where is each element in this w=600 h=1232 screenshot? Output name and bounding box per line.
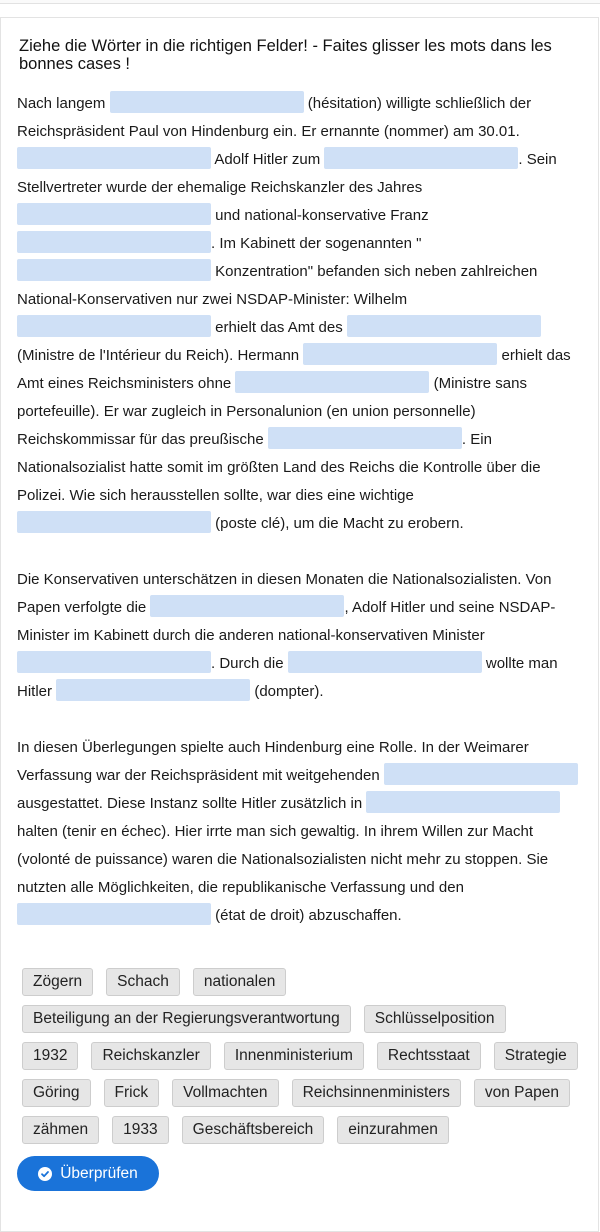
word-chip[interactable]: Vollmachten [172,1079,278,1107]
text-segment: Nach langem [17,95,110,112]
drop-zone[interactable] [56,679,250,701]
text-segment: (poste clé), um die Macht zu erobern. [211,515,464,532]
paragraph-2 [17,566,585,706]
drop-zone[interactable] [288,651,482,673]
text-segment: , Adolf Hitler und seine NSDAP-Minister im Kabinett durch die anderen national-konservativen Minister [17,599,556,644]
exercise-title: Ziehe die Wörter in die richtigen Felder! - Faites glisser les mots dans les bonnes cases ! [19,37,552,73]
text-segment: . Sein Stellvertreter wurde der ehemalige Reichskanzler des Jahres [17,151,557,196]
drop-zone[interactable] [235,371,429,393]
drop-zone[interactable] [366,791,560,813]
word-chip[interactable]: einzurahmen [337,1116,449,1144]
word-chip[interactable]: von Papen [474,1079,570,1107]
check-button[interactable] [17,1156,159,1191]
drop-zone[interactable] [347,315,541,337]
drop-zone[interactable] [17,203,211,225]
drop-zone[interactable] [150,595,344,617]
browser-top-edge [0,0,600,4]
drop-zone[interactable] [17,511,211,533]
text-segment: Konzentration" befanden sich neben zahlreichen National-Konservativen nur zwei NSDAP-Minister: Wilhelm [17,263,538,308]
word-chip[interactable]: Reichsinnenministers [292,1079,461,1107]
text-segment: . Durch die [211,655,288,672]
drop-zone[interactable] [17,231,211,253]
word-chip[interactable]: Rechtsstaat [377,1042,481,1070]
text-segment: halten (tenir en échec). Hier irrte man sich gewaltig. In ihrem Willen zur Macht (volonté de puissance) waren die Nationalsozialisten nicht mehr zu stoppen. Sie nutzten alle Möglichkeiten, die republikanische Verfassung und den [17,823,549,896]
word-chip[interactable]: Frick [104,1079,160,1107]
word-chip[interactable]: 1932 [22,1042,78,1070]
word-chip[interactable]: nationalen [193,968,287,996]
word-chip[interactable]: zähmen [22,1116,99,1144]
check-button-label: Überprüfen [60,1164,138,1182]
drop-zone[interactable] [303,343,497,365]
check-circle-icon [38,1167,52,1181]
text-segment: In diesen Überlegungen spielte auch Hindenburg eine Rolle. In der Weimarer Verfassung war der Reichspräsident mit weitgehenden [17,739,529,784]
word-chip[interactable]: Zögern [22,968,93,996]
word-chip[interactable]: Schach [106,968,180,996]
word-chip[interactable]: Strategie [494,1042,578,1070]
text-segment: wollte man Hitler [17,655,558,700]
drop-zone[interactable] [17,903,211,925]
drop-zone[interactable] [17,315,211,337]
text-segment: erhielt das Amt des [211,319,347,336]
text-segment: (hésitation) willigte schließlich der Reichspräsident Paul von Hindenburg ein. Er ernannte (nommer) am 30.01. [17,95,532,140]
drop-zone[interactable] [384,763,578,785]
drop-zone[interactable] [17,259,211,281]
text-segment: Adolf Hitler zum [211,151,325,168]
word-chip[interactable]: Schlüsselposition [364,1005,506,1033]
paragraph-3 [17,734,585,930]
text-segment: (Ministre de l'Intérieur du Reich). Hermann [17,347,304,364]
drop-zone[interactable] [324,147,518,169]
word-chip[interactable]: 1933 [112,1116,168,1144]
word-bank [17,968,587,1153]
word-chip[interactable]: Innenministerium [224,1042,364,1070]
drop-zone[interactable] [17,651,211,673]
paragraph-1 [17,90,585,538]
drop-zone[interactable] [110,91,304,113]
drop-zone[interactable] [268,427,462,449]
word-chip[interactable]: Beteiligung an der Regierungsverantwortung [22,1005,351,1033]
text-segment: und national-konservative Franz [211,207,429,224]
drop-zone[interactable] [17,147,211,169]
text-segment: . Ein Nationalsozialist hatte somit im größten Land des Reichs die Kontrolle über die Polizei. Wie sich herausstellen sollte, war dies eine wichtige [17,431,541,504]
text-segment: erhielt das Amt eines Reichsministers ohne [17,347,571,392]
text-segment: (état de droit) abzuschaffen. [211,907,402,924]
word-chip[interactable]: Reichskanzler [91,1042,210,1070]
text-segment: ausgestattet. Diese Instanz sollte Hitler zusätzlich in [17,795,367,812]
text-segment: . Im Kabinett der sogenannten " [211,235,422,252]
word-chip[interactable]: Göring [22,1079,91,1107]
text-segment: (dompter). [250,683,324,700]
text-segment: Die Konservativen unterschätzen in diesen Monaten die Nationalsozialisten. Von Papen verfolgte die [17,571,552,616]
word-chip[interactable]: Geschäftsbereich [182,1116,325,1144]
text-segment: (Ministre sans portefeuille). Er war zugleich in Personalunion (en union personnelle) Reichskommissar für das preußische [17,375,527,448]
